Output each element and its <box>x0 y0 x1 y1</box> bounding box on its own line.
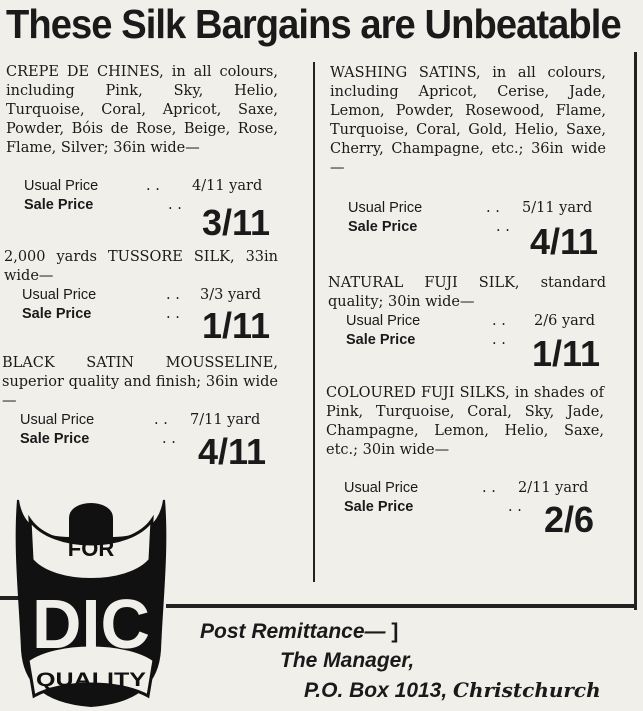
bottom-border <box>166 604 637 608</box>
sale-price-label: Sale Price <box>22 306 92 322</box>
usual-price-row <box>330 199 606 218</box>
sale-price-label: Sale Price <box>20 431 90 447</box>
product-description: COLOURED FUJI SILKS, in shades of Pink, Turquoise, Coral, Sky, Jade, Champagne, Lemon, Helio, Saxe, etc.; 30in wide— <box>326 385 604 458</box>
product-crepe-de-chines <box>6 63 278 243</box>
sale-price-label: Sale Price <box>348 219 418 235</box>
leader-dots: . . <box>482 480 496 496</box>
usual-price-row <box>6 177 278 196</box>
sale-price-value: 1/11 <box>532 333 601 374</box>
product-description: NATURAL FUJI SILK, standard quality; 30in wide— <box>328 275 606 310</box>
remittance-line-2: The Manager, <box>280 649 415 672</box>
logo-dic-text: DIC <box>32 585 150 663</box>
product-description: BLACK SATIN MOUSSELINE, superior quality and finish; 36in wide— <box>2 355 278 409</box>
headline: These Silk Bargains are Unbeatable <box>6 1 621 47</box>
leader-dots: . . <box>162 431 176 447</box>
dic-quality-logo <box>12 490 170 710</box>
sale-price-value: 4/11 <box>530 221 599 262</box>
usual-price-row <box>326 479 604 498</box>
product-black-satin-mousseline <box>2 354 278 472</box>
usual-price-value: 7/11 yard <box>190 412 261 428</box>
product-description: 2,000 yards TUSSORE SILK, 33in wide— <box>4 249 278 284</box>
leader-dots: . . <box>492 313 506 329</box>
column-divider <box>313 62 315 582</box>
usual-price-value: 3/3 yard <box>200 287 261 303</box>
product-washing-satins <box>330 64 606 262</box>
remittance-line-3 <box>304 678 601 703</box>
sale-price-value: 3/11 <box>202 202 271 243</box>
product-natural-fuji-silk <box>328 274 606 374</box>
usual-price-label: Usual Price <box>344 480 419 496</box>
remittance-city-text: Christchurch <box>453 678 601 702</box>
logo-quality-text: QUALITY <box>36 670 147 691</box>
product-coloured-fuji-silks <box>326 384 604 540</box>
product-tussore-silk <box>4 248 278 346</box>
usual-price-label: Usual Price <box>22 287 97 303</box>
usual-price-value: 5/11 yard <box>522 200 593 216</box>
sale-price-value: 1/11 <box>202 305 271 346</box>
right-border <box>634 52 637 610</box>
usual-price-value: 2/6 yard <box>534 313 595 329</box>
product-description: CREPE DE CHINES, in all colours, including Pink, Sky, Helio, Turquoise, Coral, Apricot, Saxe, Powder, Bóis de Rose, Beige, Rose, Flame, Silver; 36in wide— <box>6 64 278 156</box>
leader-dots: . . <box>146 178 160 194</box>
usual-price-label: Usual Price <box>346 313 421 329</box>
sale-price-value: 4/11 <box>198 431 267 472</box>
sale-price-label: Sale Price <box>24 197 94 213</box>
leader-dots: . . <box>492 332 506 348</box>
leader-dots: . . <box>166 287 180 303</box>
leader-dots: . . <box>496 219 510 235</box>
sale-price-label: Sale Price <box>346 332 416 348</box>
leader-dots: . . <box>168 197 182 213</box>
usual-price-label: Usual Price <box>20 412 95 428</box>
logo-for-text: FOR <box>67 536 115 561</box>
usual-price-row <box>4 286 278 305</box>
bracket-mark: ] <box>385 620 399 643</box>
usual-price-value: 2/11 yard <box>518 480 589 496</box>
remittance-post-text: Post Remittance— <box>200 620 386 643</box>
usual-price-row <box>2 411 278 430</box>
leader-dots: . . <box>486 200 500 216</box>
product-description: WASHING SATINS, in all colours, including Apricot, Cerise, Jade, Lemon, Powder, Rosewood, Flame, Turquoise, Coral, Gold, Helio, Saxe, Cherry, Champagne, etc.; 36in wide— <box>330 65 606 176</box>
sale-price-value: 2/6 <box>544 499 595 540</box>
remittance-line-1 <box>200 620 398 644</box>
usual-price-label: Usual Price <box>24 178 99 194</box>
usual-price-row <box>328 312 606 331</box>
usual-price-label: Usual Price <box>348 200 423 216</box>
remittance-box-text: P.O. Box 1013, <box>304 679 448 702</box>
sale-price-label: Sale Price <box>344 499 414 515</box>
leader-dots: . . <box>166 306 180 322</box>
leader-dots: . . <box>154 412 168 428</box>
leader-dots: . . <box>508 499 522 515</box>
usual-price-value: 4/11 yard <box>192 178 263 194</box>
